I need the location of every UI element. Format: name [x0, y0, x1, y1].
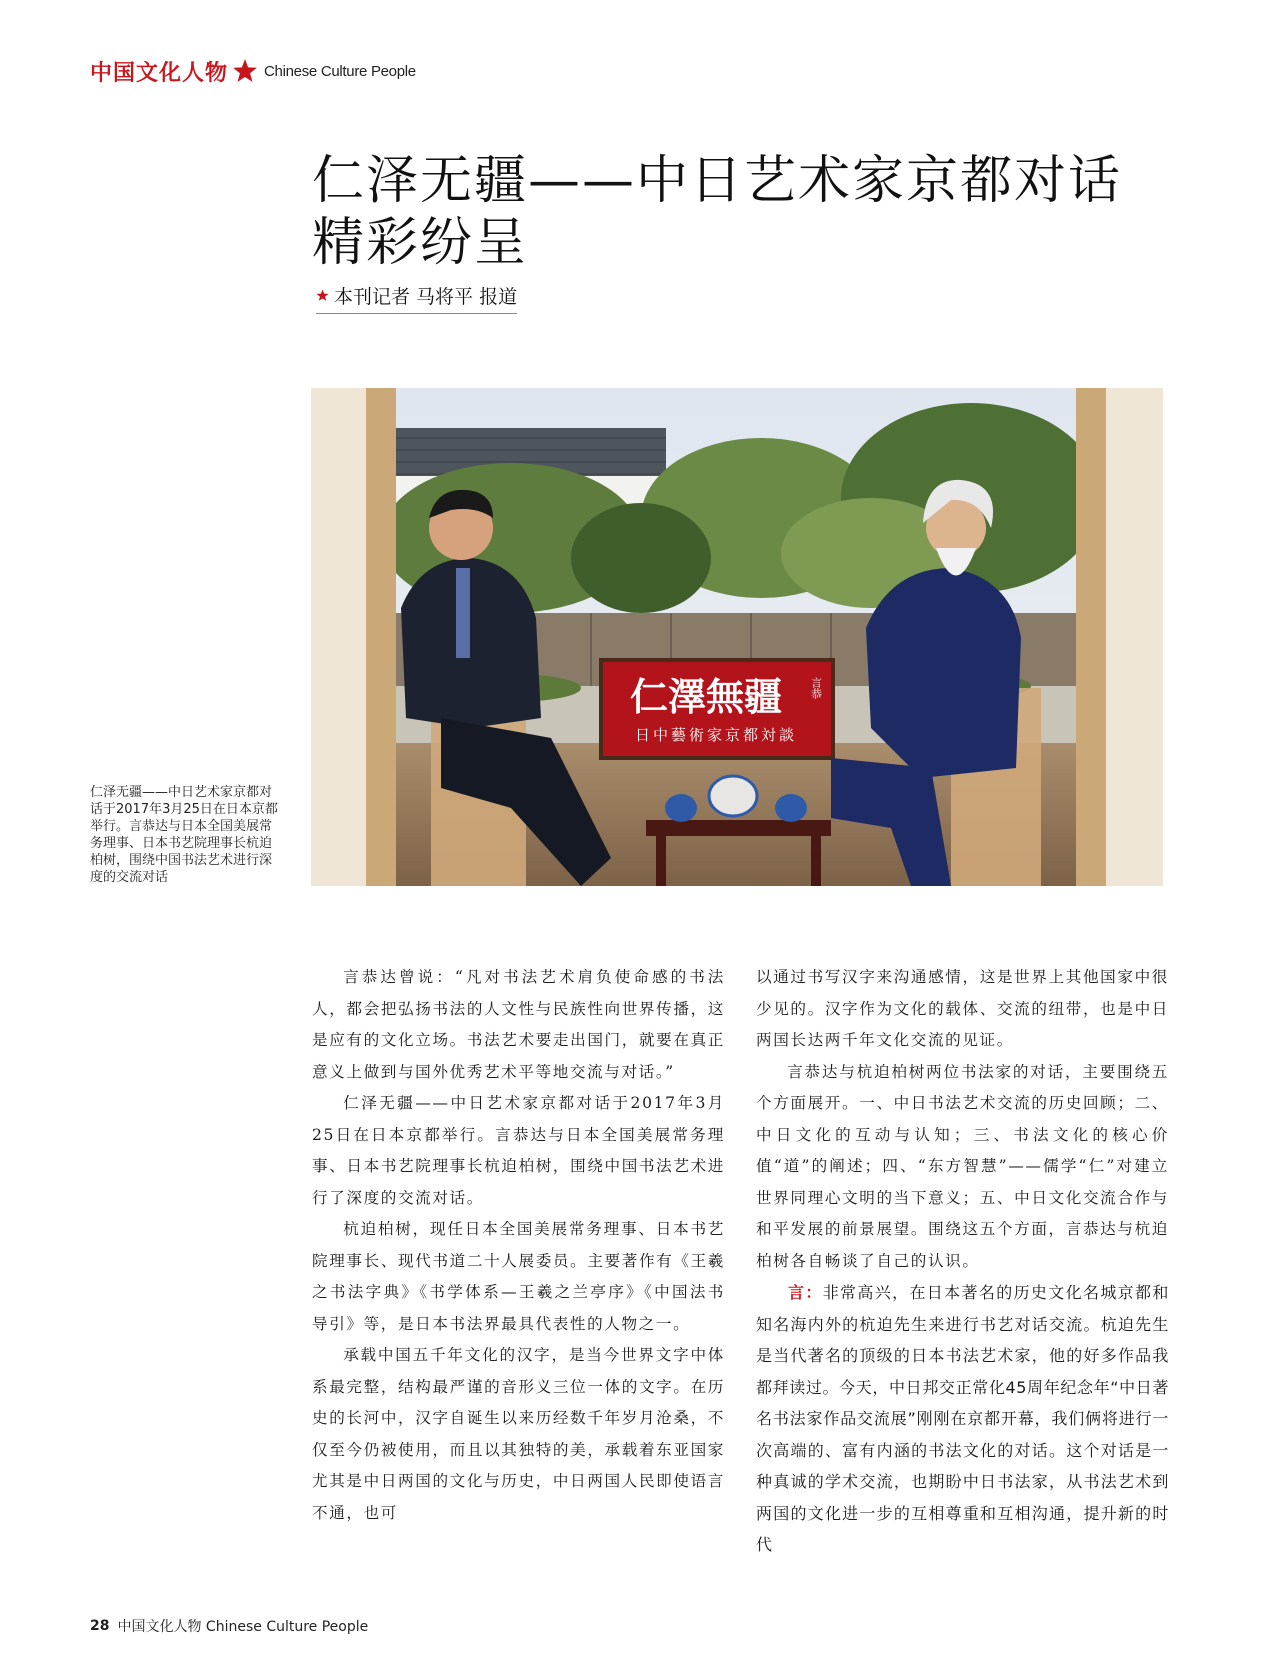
body-column-left: [312, 962, 725, 1529]
banner-main-text: 仁澤無疆: [629, 674, 783, 719]
body-column-right: [756, 962, 1169, 1561]
banner-seal-text: 言恭: [809, 677, 823, 699]
page-footer: [90, 1616, 368, 1636]
magazine-header: [90, 56, 416, 86]
article-photo: [311, 388, 1163, 886]
banner-sub-text: 日中藝術家京都対談: [634, 726, 798, 744]
body-paragraph: 言恭达曾说：“凡对书法艺术肩负使命感的书法人，都会把弘扬书法的人文性与民族性向世界传播，这是应有的文化立场。书法艺术要走出国门，就要在真正意义上做到与国外优秀艺术平等地交流与对话。”: [312, 968, 725, 1081]
body-paragraph: 承载中国五千年文化的汉字，是当今世界文字中体系最完整，结构最严谨的音形义三位一体的文字。在历史的长河中，汉字自诞生以来历经数千年岁月沧桑，不仅至今仍被使用，而且以其独特的美，承载着东亚国家尤其是中日两国的文化与历史，中日两国人民即使语言不通，也可: [312, 1346, 725, 1522]
byline: [316, 282, 517, 314]
red-star-icon: [232, 58, 258, 84]
body-paragraph: 杭迫柏树，现任日本全国美展常务理事、日本书艺院理事长、现代书道二十人展委员。主要著作有《王羲之书法字典》《书学体系—王羲之兰亭序》《中国法书导引》等，是日本书法界最具代表性的人物之一。: [312, 1220, 725, 1333]
article-title: [312, 150, 1212, 274]
footer-text: 中国文化人物 Chinese Culture People: [117, 1619, 369, 1635]
magazine-brand-en: Chinese Culture People: [264, 62, 416, 80]
body-paragraph: 以通过书写汉字来沟通感情，这是世界上其他国家中很少见的。汉字作为文化的载体、交流的纽带，也是中日两国长达两千年文化交流的见证。: [756, 968, 1169, 1049]
speaker-label: 言：: [788, 1283, 823, 1302]
page-number: 28: [90, 1618, 110, 1634]
dialogue-paragraph: [756, 1277, 1169, 1561]
article-title-line2: 精彩纷呈: [312, 213, 529, 273]
body-paragraph: 仁泽无疆——中日艺术家京都对话于2017年3月25日在日本京都举行。言恭达与日本全国美展常务理事、日本书艺院理事长杭迫柏树，围绕中国书法艺术进行了深度的交流对话。: [312, 1094, 725, 1207]
magazine-brand-cn: 中国文化人物: [90, 59, 229, 86]
byline-text: 本刊记者 马将平 报道: [334, 286, 518, 308]
article-title-line1: 仁泽无疆——中日艺术家京都对话: [312, 151, 1123, 211]
body-paragraph: 言恭达与杭迫柏树两位书法家的对话，主要围绕五个方面展开。一、中日书法艺术交流的历史回顾；二、中日文化的互动与认知；三、书法文化的核心价值“道”的阐述；四、“东方智慧”——儒学“仁”对建立世界同理心文明的当下意义；五、中日文化交流合作与和平发展的前景展望。围绕这五个方面，言恭达与杭迫柏树各自畅谈了自己的认识。: [756, 1062, 1169, 1270]
red-star-icon: [316, 289, 329, 302]
dialogue-scene-illustration: [311, 388, 1163, 886]
photo-caption: 仁泽无疆——中日艺术家京都对话于2017年3月25日在日本京都举行。言恭达与日本全国美展常务理事、日本书艺院理事长杭迫柏树，围绕中国书法艺术进行深度的交流对话: [90, 785, 278, 885]
dialogue-text: 非常高兴，在日本著名的历史文化名城京都和知名海内外的杭迫先生来进行书艺对话交流。杭迫先生是当代著名的顶级的日本书法艺术家，他的好多作品我都拜读过。今天，中日邦交正常化45周年纪念年“中日著名书法家作品交流展”刚刚在京都开幕，我们俩将进行一次高端的、富有内涵的书法文化的对话。这个对话是一种真诚的学术交流，也期盼中日书法家，从书法艺术到两国的文化进一步的互相尊重和互相沟通，提升新的时代: [756, 1283, 1169, 1554]
